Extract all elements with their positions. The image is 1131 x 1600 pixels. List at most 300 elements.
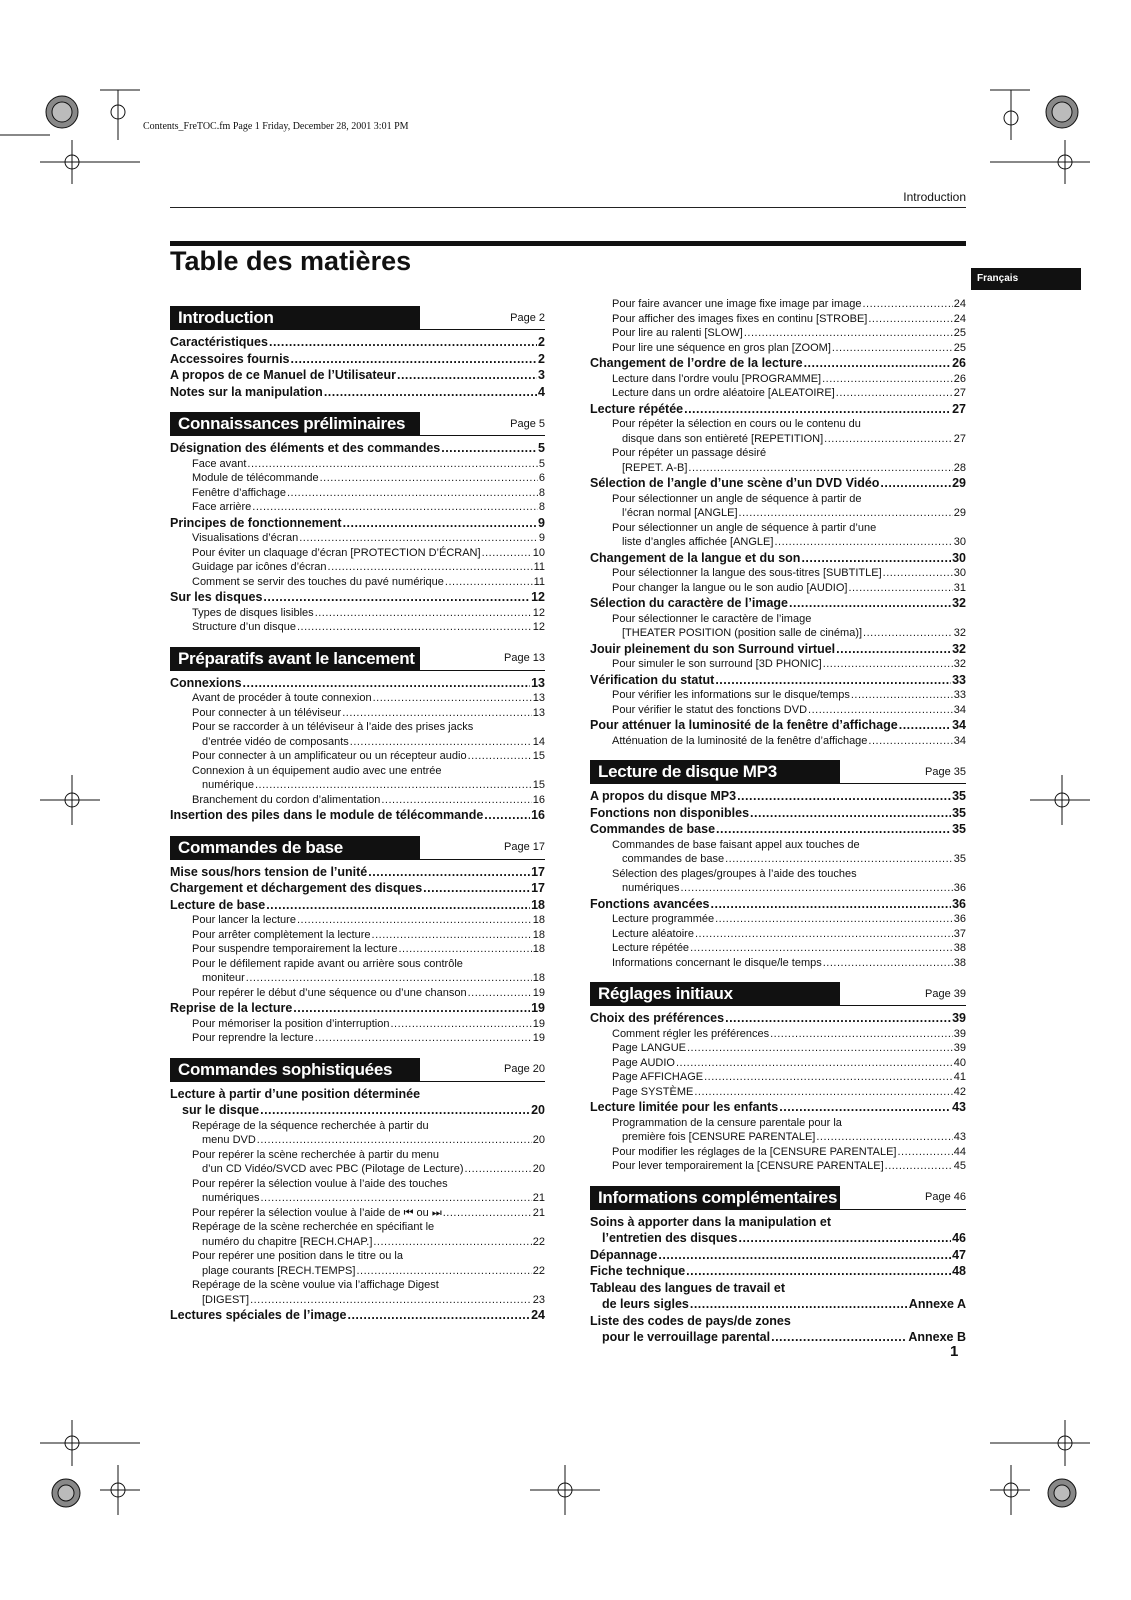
dot-leader [445,575,533,590]
toc-entry-title: Lecture dans un ordre aléatoire [ALEATOIRE] [612,387,835,399]
toc-entry-title: Pour afficher des images fixes en continu [STROBE] [612,312,868,325]
toc-entry[interactable] [170,531,545,546]
toc-entry[interactable] [590,688,966,703]
toc-entry[interactable] [170,675,545,692]
toc-entry-title: Pour vérifier les informations sur le disque/temps [612,689,850,701]
toc-entry[interactable] [170,606,545,621]
toc-entry-title: Types de disques lisibles [192,606,314,619]
toc-entry-title: Pour vérifier le statut des fonctions DVD [612,703,808,716]
dot-leader [397,367,537,384]
toc-entry-title: Pour lever temporairement la [CENSURE PARENTALE] [612,1160,884,1172]
toc-entry-title: Pour repérer le début d’une séquence ou d’une chanson [192,986,467,999]
section-title: Introduction [170,306,420,329]
dot-leader [263,589,530,606]
toc-entry-page: 18 [532,972,545,984]
dot-leader [686,1263,951,1280]
dot-leader [350,735,532,750]
toc-entry-page: 8 [538,501,545,513]
dot-leader [688,461,952,476]
section-header [590,760,966,784]
toc-entry-title: Branchement du cordon d’alimentation [192,793,381,806]
toc-entry[interactable] [170,1307,545,1324]
toc-entry[interactable] [590,297,966,312]
toc-entry: Pour sélectionner un angle de séquence à partir de [612,492,862,505]
toc-entry-page: 27 [953,387,966,399]
toc-entry-page: 19 [532,1017,545,1030]
toc-entry[interactable] [590,788,966,805]
toc-entry-page: 6 [538,472,545,484]
toc-entry-title: Pour lancer la lecture [192,914,296,926]
toc-entry[interactable] [590,626,966,641]
toc-entry[interactable] [590,1296,966,1313]
toc-entry[interactable] [170,440,545,457]
toc-entry-page: 36 [952,896,966,911]
toc-entry: Programmation de la censure parentale pour la [612,1116,842,1129]
toc-entry-title: Fiche technique [590,1264,686,1278]
toc-entry[interactable] [590,717,966,734]
toc-entry[interactable] [590,956,966,971]
toc-entry-title: Face arrière [192,501,252,513]
dot-leader [252,500,538,515]
toc-entry-page: 16 [532,793,545,806]
toc-entry-title: Insertion des piles dans le module de télécommande [170,808,484,822]
toc-entry-title: Pour repérer la sélection voulue à l’aide de ⏮ ou ⏭ [192,1206,442,1219]
toc-entry-page: 48 [952,1264,966,1278]
dot-leader [680,881,952,896]
section-title: Lecture de disque MP3 [590,760,840,783]
toc-entry[interactable] [170,560,545,575]
toc-entry: Soins à apporter dans la manipulation et [590,1214,832,1229]
toc-entry[interactable] [590,535,966,550]
toc-entry-page: 32 [953,627,966,639]
dot-leader [744,326,953,341]
toc-entry-page: 28 [953,461,966,474]
dot-leader [804,355,952,372]
toc-entry-page: 24 [953,312,966,325]
toc-entry-title: A propos de ce Manuel de l’Utilisateur [170,368,396,382]
toc-entry[interactable] [170,471,545,486]
toc-entry[interactable] [170,691,545,706]
toc-entry: Repérage de la scène recherchée en spécifiant le [192,1221,435,1233]
section-header [170,1058,545,1082]
toc-entry-title: Caractéristiques [170,335,268,349]
toc-entry[interactable] [590,506,966,521]
section-title: Réglages initiaux [590,982,840,1005]
toc-entry-page: 27 [953,432,966,445]
toc-entry[interactable] [590,821,966,838]
toc-entry-title: Lecture limitée pour les enfants [590,1100,779,1114]
dot-leader [328,560,533,575]
toc-entry-page: 30 [953,567,966,579]
toc-entry[interactable] [590,372,966,387]
dot-leader [324,384,537,401]
dot-leader [848,581,952,596]
toc-entry[interactable] [590,401,966,418]
section-page: Page 20 [504,1063,545,1075]
toc-entry[interactable] [590,595,966,612]
toc-entry-page: 34 [952,718,966,732]
toc-entry[interactable] [170,807,545,824]
toc-entry[interactable] [170,546,545,561]
toc-entry-page: 26 [952,356,966,370]
toc-entry[interactable] [170,1293,545,1308]
dot-leader [716,821,951,838]
toc-entry[interactable] [170,1031,545,1046]
toc-entry[interactable] [590,355,966,372]
toc-entry-page: 12 [531,590,545,604]
dot-leader [390,1017,531,1032]
toc-entry[interactable] [170,486,545,501]
dot-leader [883,566,953,581]
toc-entry[interactable] [590,1247,966,1264]
toc-entry-title: Pour simuler le son surround [3D PHONIC] [612,658,822,670]
toc-entry-page: Annexe B [908,1330,966,1344]
toc-entry-page: 35 [952,822,966,836]
toc-entry[interactable] [590,672,966,689]
toc-entry[interactable] [170,1206,545,1221]
toc-entry-title: Jouir pleinement du son Surround virtuel [590,641,836,656]
toc-entry-title: Notes sur la manipulation [170,384,323,399]
toc-entry[interactable] [170,1000,545,1017]
dot-leader [381,793,531,808]
toc-entry-title: Informations concernant le disque/le temps [612,956,822,969]
toc-entry[interactable] [590,657,966,672]
dot-leader [250,1293,532,1308]
dot-leader [293,1000,530,1017]
toc-entry-page: 13 [531,675,545,690]
toc-entry[interactable] [170,735,545,750]
page-number: 1 [950,1343,959,1360]
toc-entry[interactable] [170,515,545,532]
toc-entry-page: 41 [953,1071,966,1083]
section-page: Page 46 [925,1191,966,1203]
toc-entry[interactable] [590,881,966,896]
dot-leader [260,1102,530,1119]
toc-entry[interactable] [170,1264,545,1279]
toc-entry[interactable] [170,351,545,368]
dot-leader [398,942,531,957]
toc-entry: Connexion à un équipement audio avec une entrée [192,764,442,777]
toc-entry-title: Lecture de base [170,897,266,912]
toc-entry-page: 21 [532,1206,545,1219]
toc-entry[interactable] [590,912,966,927]
toc-entry[interactable] [170,1133,545,1148]
dot-leader [836,641,951,658]
toc-entry[interactable] [170,928,545,943]
dot-leader [824,432,953,447]
toc-left-column [170,306,545,1324]
toc-entry[interactable] [170,1235,545,1250]
section-page: Page 39 [925,987,966,1000]
toc-entry-page: 38 [953,956,966,969]
dot-leader [774,535,952,550]
toc-entry[interactable] [590,1010,966,1027]
toc-entry: Repérage de la séquence recherchée à partir du [192,1119,429,1132]
toc-entry-page: 46 [952,1231,966,1245]
dot-leader [690,941,953,956]
toc-entry[interactable] [170,384,545,401]
toc-entry-title: l’entretien des disques [602,1231,738,1245]
section-header [170,836,545,860]
toc-entry-title: [THEATER POSITION (position salle de cinéma)] [622,627,863,639]
toc-entry-title: Visualisations d’écran [192,532,299,544]
toc-entry-title: Module de télécommande [192,472,319,484]
toc-entry-title: Pour suspendre temporairement la lecture [192,943,398,955]
dot-leader [711,896,952,913]
toc-entry-title: numériques [202,1192,260,1204]
toc-entry-title: Principes de fonctionnement [170,515,342,530]
toc-entry[interactable] [590,461,966,476]
toc-entry[interactable] [170,620,545,635]
toc-entry[interactable] [590,1145,966,1160]
toc-entry[interactable] [590,386,966,401]
toc-entry-title: d’un CD Vidéo/SVCD avec PBC (Pilotage de Lecture) [202,1163,464,1175]
toc-entry: Pour sélectionner un angle de séquence à partir d’une [612,521,877,534]
toc-entry[interactable] [590,734,966,749]
dot-leader [739,506,953,521]
toc-entry[interactable] [170,880,545,897]
toc-entry[interactable] [590,1027,966,1042]
toc-entry-page: 11 [533,575,545,588]
file-info: Contents_FreTOC.fm Page 1 Friday, December 28, 2001 3:01 PM [143,121,409,132]
header-label: Introduction [903,190,966,204]
toc-entry-page: 33 [953,689,966,701]
toc-entry-page: 20 [532,1163,545,1175]
toc-entry[interactable] [590,1070,966,1085]
dot-leader [347,1307,530,1324]
toc-entry-title: Mise sous/hors tension de l’unité [170,864,368,879]
toc-entry[interactable] [590,581,966,596]
toc-entry[interactable] [590,1056,966,1071]
toc-entry-title: plage courants [RECH.TEMPS] [202,1264,356,1277]
dot-leader [694,1085,952,1100]
dot-leader [257,1133,532,1148]
toc-entry[interactable] [590,941,966,956]
toc-entry[interactable] [170,971,545,986]
dot-leader [372,928,532,943]
toc-entry-title: Pour lire au ralenti [SLOW] [612,327,743,339]
toc-entry[interactable] [590,641,966,658]
section-page: Page 35 [925,765,966,778]
toc-entry-page: 20 [531,1103,545,1117]
page-title: Table des matières [170,246,412,276]
toc-entry-page: 32 [953,658,966,670]
toc-entry-page: 29 [952,476,966,490]
toc-entry[interactable] [170,864,545,881]
section-page: Page 2 [510,311,545,324]
toc-entry: Liste des codes de pays/de zones [590,1313,791,1328]
toc-entry-page: 32 [952,641,966,656]
dot-leader [243,675,531,692]
toc-entry[interactable] [170,367,545,384]
dot-leader [297,913,532,928]
toc-entry[interactable] [590,1085,966,1100]
toc-entry-title: Pour lire une séquence en gros plan [ZOOM] [612,341,831,354]
toc-entry[interactable] [590,341,966,356]
section-page: Page 13 [504,652,545,664]
toc-entry: Pour repérer une position dans le titre ou la [192,1250,403,1262]
toc-entry-page: 4 [538,384,545,399]
toc-entry[interactable] [590,1041,966,1056]
dot-leader [255,778,532,793]
toc-entry[interactable] [590,1159,966,1174]
toc-entry-page: 15 [532,779,545,791]
dot-leader [808,703,953,718]
dot-leader [695,927,953,942]
dot-leader [789,595,951,612]
dot-leader [687,1041,953,1056]
section-header [590,1186,966,1210]
toc-entry-title: numérique [202,779,254,791]
toc-entry[interactable] [170,706,545,721]
toc-entry[interactable] [170,1191,545,1206]
toc-entry-page: 39 [953,1027,966,1040]
toc-entry[interactable] [170,778,545,793]
toc-entry-page: 42 [953,1085,966,1098]
toc-entry[interactable] [590,896,966,913]
toc-entry-page: 25 [953,341,966,354]
toc-entry: Pour sélectionner le caractère de l’image [612,612,812,625]
dot-leader [468,986,532,1001]
section-page: Page 17 [504,841,545,853]
toc-entry-page: 35 [952,789,966,803]
toc-entry-title: l’écran normal [ANGLE] [622,507,738,519]
dot-leader [343,515,537,532]
dot-leader [868,312,952,327]
dot-leader [315,1031,532,1046]
toc-entry[interactable] [170,1017,545,1032]
toc-entry-title: moniteur [202,972,245,984]
toc-entry-page: 37 [953,927,966,940]
dot-leader [684,401,951,418]
toc-entry[interactable] [170,457,545,472]
dot-leader [704,1070,953,1085]
toc-entry-title: [DIGEST] [202,1293,250,1306]
toc-entry-page: 9 [538,515,545,530]
toc-entry-page: 19 [532,986,545,999]
dot-leader [342,706,532,721]
dot-leader [770,1027,953,1042]
toc-entry-page: 35 [953,853,966,865]
toc-entry-page: 18 [532,928,545,941]
toc-entry[interactable] [590,550,966,567]
toc-entry-page: 23 [532,1293,545,1306]
toc-entry-page: 14 [532,735,545,748]
dot-leader [897,1145,952,1160]
toc-entry[interactable] [590,1130,966,1145]
section-header [170,647,545,671]
toc-entry[interactable] [590,1329,966,1346]
dot-leader [715,672,951,689]
toc-entry-page: 29 [953,507,966,519]
toc-entry-page: 27 [952,401,966,416]
toc-entry-page: 16 [531,808,545,822]
dot-leader [291,351,538,368]
toc-entry[interactable] [170,589,545,606]
toc-entry-title: Pour mémoriser la position d’interruption [192,1017,390,1030]
dot-leader [779,1099,951,1116]
toc-entry-page: Annexe A [908,1297,966,1311]
toc-entry-page: 36 [953,913,966,925]
toc-entry-page: 36 [953,882,966,894]
toc-entry[interactable] [170,942,545,957]
toc-entry-page: 45 [953,1160,966,1172]
toc-entry-title: A propos du disque MP3 [590,789,737,803]
dot-leader [247,457,537,472]
toc-entry[interactable] [170,749,545,764]
toc-entry[interactable] [590,312,966,327]
toc-entry-title: Pour faire avancer une image fixe image par image [612,298,862,310]
toc-entry-page: 34 [953,703,966,716]
toc-entry[interactable] [590,326,966,341]
toc-entry[interactable] [590,475,966,492]
dot-leader [868,734,952,749]
toc-entry[interactable] [170,1162,545,1177]
toc-entry[interactable] [590,566,966,581]
toc-entry-page: 18 [531,897,545,912]
toc-entry-title: Pour éviter un claquage d’écran [PROTECTION D’ÉCRAN] [192,546,481,559]
toc-entry[interactable] [170,986,545,1001]
dot-leader [368,864,530,881]
dot-leader [816,1130,952,1145]
toc-entry-page: 12 [532,606,545,619]
toc-entry[interactable] [170,575,545,590]
toc-entry[interactable] [170,500,545,515]
toc-entry-page: 32 [952,596,966,610]
dot-leader [676,1056,953,1071]
toc-entry-title: Lecture programmée [612,913,715,925]
toc-entry[interactable] [590,805,966,822]
toc-entry-title: Page AFFICHAGE [612,1071,704,1083]
dot-leader [484,807,530,824]
toc-entry[interactable] [590,1263,966,1280]
dot-leader [315,606,532,621]
toc-entry[interactable] [590,1099,966,1116]
toc-entry-title: Dépannage [590,1247,658,1262]
toc-entry-title: Atténuation de la luminosité de la fenêtre d’affichage [612,734,868,747]
dot-leader [801,550,951,567]
toc-entry-page: 47 [952,1247,966,1262]
toc-entry[interactable] [590,852,966,867]
toc-entry-title: Pour sélectionner la langue des sous-titres [SUBTITLE] [612,567,882,579]
toc-entry-title: Pour atténuer la luminosité de la fenêtre d’affichage [590,718,898,732]
toc-entry: Pour repérer la scène recherchée à partir du menu [192,1148,440,1161]
toc-entry-page: 10 [532,546,545,559]
toc-entry-title: liste d’angles affichée [ANGLE] [622,536,774,548]
toc-entry: Pour le défilement rapide avant ou arrière sous contrôle [192,957,463,970]
toc-entry[interactable] [170,334,545,351]
toc-entry[interactable] [590,432,966,447]
toc-entry[interactable] [590,1230,966,1247]
toc-entry-title: Page LANGUE [612,1042,686,1054]
toc-entry[interactable] [170,793,545,808]
toc-entry-title: Guidage par icônes d’écran [192,561,327,573]
toc-entry[interactable] [590,927,966,942]
dot-leader [373,691,532,706]
toc-entry[interactable] [590,703,966,718]
toc-entry-title: Choix des préférences [590,1011,725,1025]
dot-leader [863,626,953,641]
toc-entry[interactable] [170,1102,545,1119]
toc-entry-title: Pour reprendre la lecture [192,1032,314,1044]
toc-entry-page: 15 [532,750,545,762]
toc-entry[interactable] [170,913,545,928]
toc-entry-page: 30 [953,536,966,548]
dot-leader [750,805,951,822]
toc-entry[interactable] [170,897,545,914]
toc-entry-title: Page SYSTÈME [612,1085,694,1098]
toc-entry-page: 25 [953,327,966,339]
